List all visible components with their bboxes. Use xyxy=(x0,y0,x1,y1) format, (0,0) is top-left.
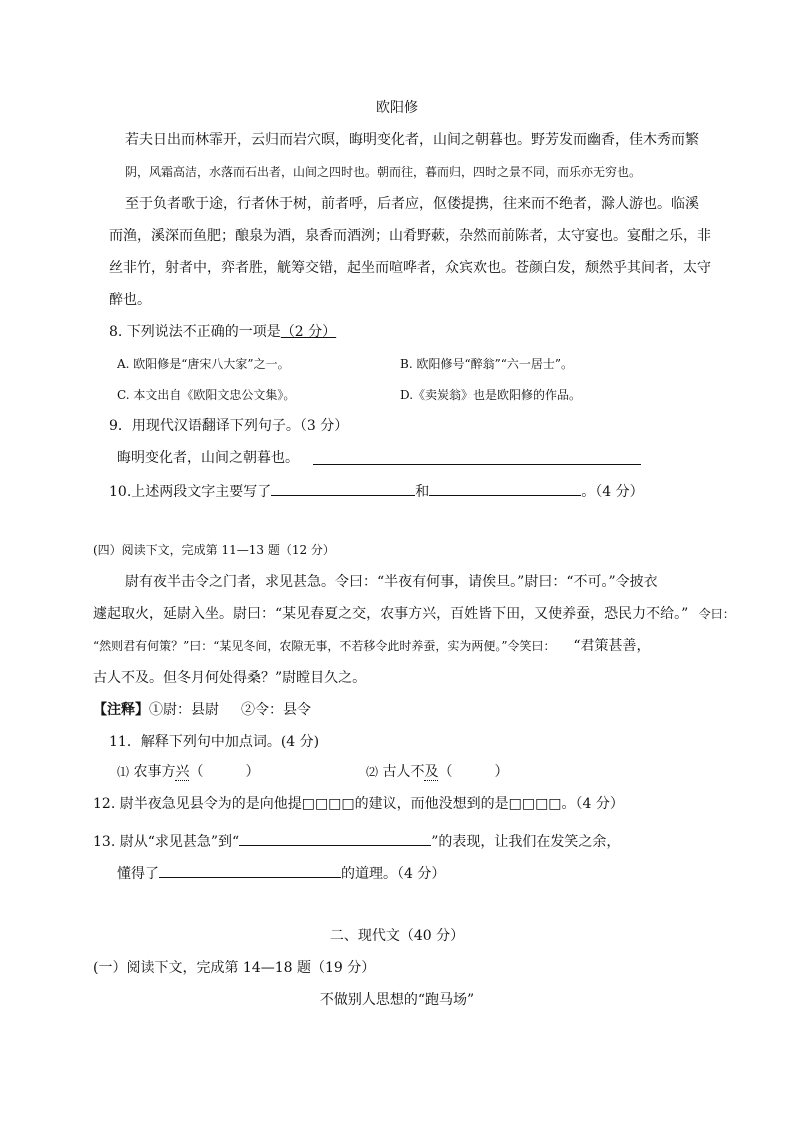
q10-prefix: 10.上述两段文字主要写了 xyxy=(109,484,272,500)
section4-line3a: “然则君有何策？”曰：“某见冬间，农隙无事，不若移令此时养蚕，实为两便。”令笑曰： xyxy=(93,639,556,653)
note-2: ②令：县令 xyxy=(241,702,311,718)
section4-line4: 古人不及。但冬月何处得桑？”尉瞠目久之。 xyxy=(93,670,367,686)
note-label: 【注释】 xyxy=(93,702,149,718)
passage-p1-line1: 若夫日出而林霏开，云归而岩穴暝，晦明变化者，山间之朝暮也。野芳发而幽香，佳木秀而繁 xyxy=(125,132,699,148)
q10-middle: 和 xyxy=(415,484,430,500)
modern-section-header: 二、现代文（40 分） xyxy=(329,928,465,944)
section4-line3b: “君策甚善， xyxy=(573,638,651,654)
section4-notes xyxy=(93,700,311,720)
q10-blank-2[interactable] xyxy=(429,480,581,496)
q13-blank-2[interactable] xyxy=(159,862,341,878)
q11-item1-blank[interactable]: （ ） xyxy=(189,764,260,780)
q10-line xyxy=(109,480,644,502)
passage-author: 欧阳修 xyxy=(376,100,418,116)
modern-article-title: 不做别人思想的“跑马场” xyxy=(319,992,475,1008)
section4-header: (四）阅读下文，完成第 11—13 题（12 分） xyxy=(93,543,335,557)
passage-p2-line3: 丝非竹，射者中，弈者胜，觥筹交错，起坐而喧哗者，众宾欢也。苍颜白发，颓然乎其间者，太守 xyxy=(109,260,711,276)
passage-p2-line2: 而渔，溪深而鱼肥；酿泉为酒，泉香而酒洌；山肴野蔌，杂然而前陈者，太守宴也。宴酣之乐，非 xyxy=(109,228,711,244)
q9-stem: 9．用现代汉语翻译下列句子。（3 分） xyxy=(109,418,349,434)
q8-points: （2 分） xyxy=(280,324,337,340)
q8-option-c: C. 本文出自《欧阳文忠公文集》。 xyxy=(117,388,296,402)
passage-p1-line2: 阴，风霜高洁，水落而石出者，山间之四时也。朝而往，暮而归，四时之景不同，而乐亦无穷也。 xyxy=(125,165,642,179)
q8-option-d: D.《卖炭翁》也是欧阳修的作品。 xyxy=(400,388,582,402)
q11-item1-word: 兴 xyxy=(175,764,190,780)
q11-item2 xyxy=(366,762,508,782)
section4-line2 xyxy=(93,604,735,624)
q11-item2-pre: 古人不 xyxy=(382,764,425,780)
section4-line1: 尉有夜半击令之门者，求见甚急。令曰：“半夜有何事，请俟旦。”尉曰：“不可。”令披衣 xyxy=(125,574,658,590)
q10-suffix: 。（4 分） xyxy=(581,484,644,500)
q13-line2-pre: 懂得了 xyxy=(117,866,159,882)
q13-line2-post: 的道理。（4 分） xyxy=(341,866,446,882)
q9-answer-blank[interactable] xyxy=(313,449,641,465)
q11-item1 xyxy=(117,762,259,782)
modern-sub-header: (一）阅读下文，完成第 14—18 题（19 分） xyxy=(93,960,376,976)
q8-stem: 8. 下列说法不正确的一项是 xyxy=(109,324,281,340)
note-1: ①尉：县尉 xyxy=(149,702,219,718)
q8-option-a: A. 欧阳修是“唐宋八大家”之一。 xyxy=(117,357,290,371)
q11-item2-word: 及 xyxy=(424,764,439,780)
q11-item2-blank[interactable]: （ ） xyxy=(438,764,509,780)
q11-item2-num: ⑵ xyxy=(366,765,379,779)
section4-line2a: 遽起取火，延尉入坐。尉曰：“某见春夏之交，农事方兴，百姓皆下田，又使养蚕，恐民力不给。” xyxy=(93,606,689,622)
q13-blank-1[interactable] xyxy=(239,830,431,846)
q11-stem: 11．解释下列句中加点词。(4 分) xyxy=(109,734,320,750)
section4-line3 xyxy=(93,636,651,656)
q11-item1-num: ⑴ xyxy=(117,765,130,779)
q8-option-b: B. 欧阳修号“醉翁”“六一居士”。 xyxy=(400,357,573,371)
q13-line1-post: ”的表现，让我们在发笑之余， xyxy=(431,834,621,850)
q9-sentence-line xyxy=(117,448,299,468)
q13-line2 xyxy=(117,862,445,884)
q11-item1-pre: 农事方 xyxy=(133,764,176,780)
q8-stem-line xyxy=(109,322,336,342)
q13-line1 xyxy=(93,830,620,852)
q12-text: 12. 尉半夜急见县令为的是向他提□□□□的建议，而他没想到的是□□□□。（4 分） xyxy=(93,796,624,812)
q13-line1-pre: 13. 尉从“求见甚急”到“ xyxy=(93,834,240,850)
q9-sentence: 晦明变化者，山间之朝暮也。 xyxy=(117,450,299,466)
passage-p2-line4: 醉也。 xyxy=(109,292,151,308)
q10-blank-1[interactable] xyxy=(271,480,415,496)
section4-line2b: 令曰： xyxy=(698,607,735,621)
passage-p2-line1: 至于负者歌于途，行者休于树，前者呼，后者应，伛偻提携，往来而不绝者，滁人游也。临溪 xyxy=(125,196,699,212)
